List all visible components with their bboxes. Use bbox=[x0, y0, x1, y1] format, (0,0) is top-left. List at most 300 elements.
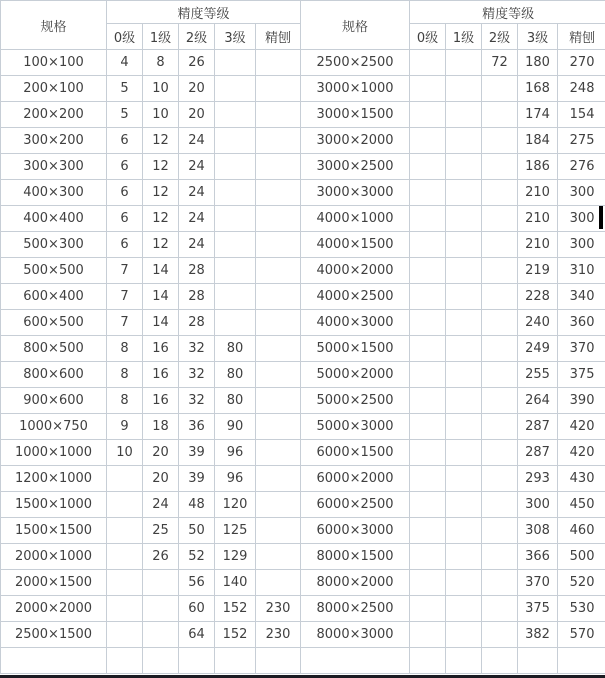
spec-cell: 3000×1500 bbox=[301, 102, 410, 128]
table-row bbox=[301, 284, 605, 310]
grade-1-header: 1级 bbox=[143, 24, 179, 50]
table-row bbox=[301, 518, 605, 544]
value-cell bbox=[410, 154, 446, 180]
value-cell bbox=[410, 128, 446, 154]
value-cell bbox=[482, 128, 518, 154]
value-cell bbox=[410, 50, 446, 76]
grade-3-header: 3级 bbox=[518, 24, 558, 50]
value-cell: 180 bbox=[518, 50, 558, 76]
table-row bbox=[301, 128, 605, 154]
value-cell: 152 bbox=[215, 596, 256, 622]
spec-cell: 200×200 bbox=[1, 102, 107, 128]
table-row bbox=[301, 232, 605, 258]
spec-cell: 4000×2000 bbox=[301, 258, 410, 284]
value-cell: 248 bbox=[558, 76, 605, 102]
value-cell bbox=[107, 544, 143, 570]
value-cell bbox=[410, 622, 446, 648]
spec-cell: 1000×750 bbox=[1, 414, 107, 440]
spec-cell: 1500×1500 bbox=[1, 518, 107, 544]
value-cell: 6 bbox=[107, 232, 143, 258]
spec-cell: 600×500 bbox=[1, 310, 107, 336]
table-row bbox=[1, 180, 301, 206]
value-cell bbox=[482, 362, 518, 388]
value-cell: 36 bbox=[179, 414, 215, 440]
value-cell bbox=[410, 544, 446, 570]
spec-cell: 6000×2000 bbox=[301, 466, 410, 492]
value-cell bbox=[256, 336, 301, 362]
table-row bbox=[301, 258, 605, 284]
value-cell bbox=[410, 440, 446, 466]
value-cell: 370 bbox=[558, 336, 605, 362]
text-cursor-artifact bbox=[599, 206, 603, 229]
table-row bbox=[1, 232, 301, 258]
spec-precision-table-right bbox=[300, 0, 605, 674]
value-cell bbox=[410, 232, 446, 258]
spec-cell: 8000×2000 bbox=[301, 570, 410, 596]
value-cell bbox=[410, 596, 446, 622]
value-cell: 300 bbox=[558, 232, 605, 258]
value-cell bbox=[482, 258, 518, 284]
value-cell bbox=[482, 570, 518, 596]
value-cell bbox=[446, 388, 482, 414]
table-row bbox=[301, 336, 605, 362]
value-cell bbox=[410, 102, 446, 128]
table-row bbox=[1, 206, 301, 232]
value-cell bbox=[482, 518, 518, 544]
value-cell bbox=[107, 648, 143, 674]
table-row bbox=[1, 596, 301, 622]
table-row bbox=[301, 414, 605, 440]
table-row bbox=[1, 154, 301, 180]
spec-cell: 3000×2500 bbox=[301, 154, 410, 180]
value-cell bbox=[446, 440, 482, 466]
table-row bbox=[1, 76, 301, 102]
value-cell bbox=[256, 414, 301, 440]
value-cell bbox=[446, 258, 482, 284]
value-cell: 10 bbox=[107, 440, 143, 466]
value-cell bbox=[410, 570, 446, 596]
value-cell: 293 bbox=[518, 466, 558, 492]
value-cell bbox=[482, 440, 518, 466]
value-cell: 450 bbox=[558, 492, 605, 518]
value-cell bbox=[107, 492, 143, 518]
value-cell: 96 bbox=[215, 440, 256, 466]
value-cell bbox=[410, 388, 446, 414]
table-row bbox=[301, 440, 605, 466]
spec-cell: 600×400 bbox=[1, 284, 107, 310]
spec-cell: 2500×2500 bbox=[301, 50, 410, 76]
value-cell: 28 bbox=[179, 310, 215, 336]
value-cell: 308 bbox=[518, 518, 558, 544]
value-cell bbox=[215, 154, 256, 180]
value-cell bbox=[215, 310, 256, 336]
spec-cell: 4000×1000 bbox=[301, 206, 410, 232]
spec-cell: 5000×2000 bbox=[301, 362, 410, 388]
value-cell bbox=[446, 102, 482, 128]
table-row bbox=[301, 570, 605, 596]
spec-cell: 3000×2000 bbox=[301, 128, 410, 154]
value-cell: 80 bbox=[215, 362, 256, 388]
spec-cell: 8000×3000 bbox=[301, 622, 410, 648]
value-cell bbox=[256, 388, 301, 414]
spec-cell: 6000×1500 bbox=[301, 440, 410, 466]
value-cell: 20 bbox=[179, 102, 215, 128]
table-row bbox=[1, 492, 301, 518]
value-cell bbox=[446, 362, 482, 388]
value-cell bbox=[482, 336, 518, 362]
spec-cell bbox=[1, 648, 107, 674]
value-cell bbox=[256, 154, 301, 180]
table-row bbox=[301, 596, 605, 622]
value-cell: 120 bbox=[215, 492, 256, 518]
table-row bbox=[301, 492, 605, 518]
value-cell bbox=[410, 414, 446, 440]
value-cell bbox=[256, 310, 301, 336]
spec-cell: 100×100 bbox=[1, 50, 107, 76]
spec-cell: 400×400 bbox=[1, 206, 107, 232]
value-cell: 264 bbox=[518, 388, 558, 414]
value-cell: 24 bbox=[179, 180, 215, 206]
value-cell bbox=[107, 570, 143, 596]
value-cell bbox=[482, 388, 518, 414]
value-cell: 230 bbox=[256, 622, 301, 648]
value-cell: 520 bbox=[558, 570, 605, 596]
value-cell bbox=[446, 492, 482, 518]
value-cell: 10 bbox=[143, 76, 179, 102]
value-cell: 420 bbox=[558, 440, 605, 466]
spec-cell: 400×300 bbox=[1, 180, 107, 206]
spec-cell: 1500×1000 bbox=[1, 492, 107, 518]
value-cell: 340 bbox=[558, 284, 605, 310]
value-cell bbox=[215, 102, 256, 128]
value-cell: 6 bbox=[107, 180, 143, 206]
value-cell bbox=[215, 232, 256, 258]
value-cell bbox=[446, 284, 482, 310]
value-cell: 275 bbox=[558, 128, 605, 154]
value-cell: 430 bbox=[558, 466, 605, 492]
value-cell: 50 bbox=[179, 518, 215, 544]
grade-2-header: 2级 bbox=[179, 24, 215, 50]
value-cell bbox=[446, 154, 482, 180]
value-cell bbox=[256, 128, 301, 154]
value-cell: 14 bbox=[143, 284, 179, 310]
value-cell: 60 bbox=[179, 596, 215, 622]
value-cell bbox=[410, 284, 446, 310]
table-row bbox=[301, 648, 605, 674]
table-row bbox=[1, 284, 301, 310]
value-cell: 72 bbox=[482, 50, 518, 76]
value-cell bbox=[179, 648, 215, 674]
value-cell: 90 bbox=[215, 414, 256, 440]
fine-planed-header: 精刨 bbox=[256, 24, 301, 50]
value-cell: 24 bbox=[179, 154, 215, 180]
table-row bbox=[301, 388, 605, 414]
spec-cell: 8000×2500 bbox=[301, 596, 410, 622]
value-cell: 24 bbox=[179, 128, 215, 154]
value-cell bbox=[446, 544, 482, 570]
header-group-row bbox=[301, 1, 605, 24]
value-cell bbox=[446, 570, 482, 596]
value-cell bbox=[446, 310, 482, 336]
value-cell: 7 bbox=[107, 310, 143, 336]
value-cell: 10 bbox=[143, 102, 179, 128]
spec-cell: 2000×1000 bbox=[1, 544, 107, 570]
spec-cell: 4000×3000 bbox=[301, 310, 410, 336]
table-row bbox=[301, 310, 605, 336]
value-cell bbox=[446, 50, 482, 76]
value-cell bbox=[256, 466, 301, 492]
spec-cell: 5000×3000 bbox=[301, 414, 410, 440]
value-cell: 360 bbox=[558, 310, 605, 336]
value-cell: 18 bbox=[143, 414, 179, 440]
value-cell: 125 bbox=[215, 518, 256, 544]
value-cell bbox=[482, 180, 518, 206]
value-cell: 228 bbox=[518, 284, 558, 310]
value-cell bbox=[107, 596, 143, 622]
value-cell: 140 bbox=[215, 570, 256, 596]
value-cell bbox=[482, 492, 518, 518]
value-cell bbox=[410, 362, 446, 388]
table-row bbox=[1, 310, 301, 336]
value-cell bbox=[482, 596, 518, 622]
value-cell: 310 bbox=[558, 258, 605, 284]
spec-cell: 500×300 bbox=[1, 232, 107, 258]
value-cell bbox=[143, 570, 179, 596]
value-cell bbox=[256, 206, 301, 232]
value-cell: 390 bbox=[558, 388, 605, 414]
value-cell: 8 bbox=[107, 388, 143, 414]
value-cell: 270 bbox=[558, 50, 605, 76]
spec-cell: 200×100 bbox=[1, 76, 107, 102]
value-cell: 8 bbox=[107, 362, 143, 388]
value-cell bbox=[446, 622, 482, 648]
table-row bbox=[1, 622, 301, 648]
value-cell: 16 bbox=[143, 336, 179, 362]
value-cell: 16 bbox=[143, 362, 179, 388]
value-cell: 255 bbox=[518, 362, 558, 388]
value-cell: 5 bbox=[107, 102, 143, 128]
value-cell: 460 bbox=[558, 518, 605, 544]
value-cell bbox=[410, 648, 446, 674]
value-cell bbox=[446, 128, 482, 154]
value-cell: 56 bbox=[179, 570, 215, 596]
value-cell bbox=[256, 258, 301, 284]
spec-cell: 800×600 bbox=[1, 362, 107, 388]
value-cell bbox=[215, 76, 256, 102]
value-cell bbox=[410, 180, 446, 206]
value-cell bbox=[446, 76, 482, 102]
table-row bbox=[1, 50, 301, 76]
value-cell: 24 bbox=[143, 492, 179, 518]
value-cell bbox=[256, 570, 301, 596]
value-cell bbox=[107, 622, 143, 648]
spec-cell: 2000×1500 bbox=[1, 570, 107, 596]
value-cell: 8 bbox=[143, 50, 179, 76]
value-cell: 52 bbox=[179, 544, 215, 570]
spec-cell: 500×500 bbox=[1, 258, 107, 284]
value-cell: 39 bbox=[179, 466, 215, 492]
value-cell: 420 bbox=[558, 414, 605, 440]
spec-cell: 3000×1000 bbox=[301, 76, 410, 102]
value-cell: 6 bbox=[107, 128, 143, 154]
value-cell bbox=[410, 258, 446, 284]
header-group-row bbox=[1, 1, 301, 24]
value-cell: 530 bbox=[558, 596, 605, 622]
value-cell: 64 bbox=[179, 622, 215, 648]
value-cell bbox=[256, 232, 301, 258]
grade-1-header: 1级 bbox=[446, 24, 482, 50]
value-cell: 12 bbox=[143, 128, 179, 154]
value-cell: 80 bbox=[215, 388, 256, 414]
value-cell: 14 bbox=[143, 258, 179, 284]
table-row bbox=[1, 440, 301, 466]
value-cell bbox=[256, 518, 301, 544]
value-cell: 219 bbox=[518, 258, 558, 284]
spec-cell: 1200×1000 bbox=[1, 466, 107, 492]
value-cell: 287 bbox=[518, 440, 558, 466]
value-cell: 366 bbox=[518, 544, 558, 570]
value-cell bbox=[446, 596, 482, 622]
value-cell bbox=[482, 284, 518, 310]
value-cell: 48 bbox=[179, 492, 215, 518]
table-row bbox=[301, 102, 605, 128]
table-row bbox=[301, 180, 605, 206]
value-cell bbox=[215, 50, 256, 76]
value-cell bbox=[446, 336, 482, 362]
value-cell bbox=[256, 76, 301, 102]
value-cell: 500 bbox=[558, 544, 605, 570]
spec-cell: 800×500 bbox=[1, 336, 107, 362]
value-cell bbox=[215, 258, 256, 284]
value-cell bbox=[482, 310, 518, 336]
value-cell: 7 bbox=[107, 258, 143, 284]
value-cell: 249 bbox=[518, 336, 558, 362]
value-cell: 210 bbox=[518, 232, 558, 258]
spec-precision-table-left bbox=[0, 0, 301, 674]
value-cell bbox=[446, 414, 482, 440]
value-cell bbox=[446, 180, 482, 206]
value-cell: 570 bbox=[558, 622, 605, 648]
value-cell: 24 bbox=[179, 206, 215, 232]
value-cell bbox=[410, 518, 446, 544]
value-cell: 375 bbox=[558, 362, 605, 388]
spec-cell: 2000×2000 bbox=[1, 596, 107, 622]
value-cell: 300 bbox=[558, 206, 605, 232]
value-cell: 16 bbox=[143, 388, 179, 414]
table-row bbox=[301, 206, 605, 232]
value-cell: 20 bbox=[143, 440, 179, 466]
spec-cell: 1000×1000 bbox=[1, 440, 107, 466]
value-cell: 210 bbox=[518, 206, 558, 232]
value-cell: 174 bbox=[518, 102, 558, 128]
value-cell: 300 bbox=[518, 492, 558, 518]
value-cell: 20 bbox=[143, 466, 179, 492]
value-cell: 184 bbox=[518, 128, 558, 154]
value-cell: 25 bbox=[143, 518, 179, 544]
value-cell: 39 bbox=[179, 440, 215, 466]
value-cell: 186 bbox=[518, 154, 558, 180]
value-cell: 230 bbox=[256, 596, 301, 622]
value-cell bbox=[482, 206, 518, 232]
value-cell: 80 bbox=[215, 336, 256, 362]
value-cell: 32 bbox=[179, 336, 215, 362]
value-cell bbox=[446, 648, 482, 674]
value-cell bbox=[410, 310, 446, 336]
spec-cell: 900×600 bbox=[1, 388, 107, 414]
grade-2-header: 2级 bbox=[482, 24, 518, 50]
value-cell bbox=[482, 76, 518, 102]
value-cell bbox=[256, 102, 301, 128]
value-cell bbox=[446, 206, 482, 232]
value-cell: 12 bbox=[143, 180, 179, 206]
spec-cell: 6000×3000 bbox=[301, 518, 410, 544]
value-cell: 28 bbox=[179, 284, 215, 310]
value-cell bbox=[410, 466, 446, 492]
value-cell bbox=[215, 284, 256, 310]
value-cell bbox=[482, 154, 518, 180]
value-cell: 28 bbox=[179, 258, 215, 284]
value-cell bbox=[482, 466, 518, 492]
value-cell: 240 bbox=[518, 310, 558, 336]
value-cell bbox=[482, 622, 518, 648]
value-cell: 8 bbox=[107, 336, 143, 362]
grade-0-header: 0级 bbox=[410, 24, 446, 50]
table-row bbox=[1, 362, 301, 388]
value-cell bbox=[410, 336, 446, 362]
value-cell: 4 bbox=[107, 50, 143, 76]
spec-cell: 5000×1500 bbox=[301, 336, 410, 362]
spec-cell: 300×300 bbox=[1, 154, 107, 180]
value-cell bbox=[446, 232, 482, 258]
value-cell bbox=[215, 128, 256, 154]
value-cell bbox=[256, 492, 301, 518]
value-cell: 152 bbox=[215, 622, 256, 648]
value-cell bbox=[256, 544, 301, 570]
spec-cell: 6000×2500 bbox=[301, 492, 410, 518]
value-cell bbox=[256, 648, 301, 674]
value-cell bbox=[256, 362, 301, 388]
table-row bbox=[1, 466, 301, 492]
value-cell: 154 bbox=[558, 102, 605, 128]
value-cell bbox=[446, 518, 482, 544]
grade-0-header: 0级 bbox=[107, 24, 143, 50]
value-cell bbox=[107, 466, 143, 492]
value-cell: 6 bbox=[107, 154, 143, 180]
grade-group-header: 精度等级 bbox=[107, 1, 301, 24]
table-row bbox=[301, 466, 605, 492]
spec-cell bbox=[301, 648, 410, 674]
table-row bbox=[1, 518, 301, 544]
spec-cell: 2500×1500 bbox=[1, 622, 107, 648]
table-row bbox=[1, 648, 301, 674]
value-cell bbox=[215, 206, 256, 232]
grade-group-header: 精度等级 bbox=[410, 1, 605, 24]
value-cell: 24 bbox=[179, 232, 215, 258]
table-row bbox=[1, 388, 301, 414]
table-row bbox=[301, 76, 605, 102]
value-cell bbox=[143, 596, 179, 622]
value-cell bbox=[256, 440, 301, 466]
value-cell: 12 bbox=[143, 206, 179, 232]
value-cell bbox=[518, 648, 558, 674]
value-cell: 26 bbox=[143, 544, 179, 570]
value-cell bbox=[482, 102, 518, 128]
value-cell: 129 bbox=[215, 544, 256, 570]
value-cell: 5 bbox=[107, 76, 143, 102]
value-cell bbox=[107, 518, 143, 544]
value-cell: 287 bbox=[518, 414, 558, 440]
value-cell: 20 bbox=[179, 76, 215, 102]
